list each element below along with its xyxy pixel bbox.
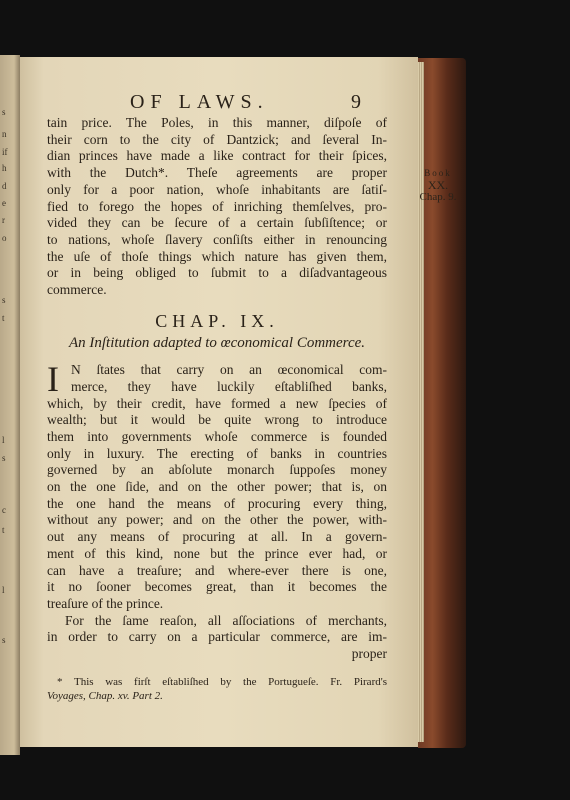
text-line: which, by their credit, have formed a new ſpecies of [47, 395, 387, 411]
text-line: merce, they have luckily eſtabliſhed banks, [71, 378, 387, 394]
paragraph [47, 115, 387, 299]
text-line: only in luxury. The erecting of banks in countries [47, 445, 387, 461]
text-line: For the ſame reaſon, all aſſociations of merchants, [65, 612, 387, 628]
text-line: ment of this kind, none but the prince ever had, or [47, 545, 387, 561]
adjacent-page-edge [0, 55, 20, 755]
text-line: it no ſooner becomes great, than it becomes the [47, 579, 387, 595]
running-head [20, 91, 418, 115]
adjacent-page-fragment: t [2, 313, 5, 323]
footnote [47, 675, 387, 703]
adjacent-page-fragment: s [2, 635, 6, 645]
text-line: their corn to the city of Dantzick; and ſeveral In- [47, 131, 387, 147]
adjacent-page-fragment: l [2, 435, 5, 445]
text-line: the one hand the means of procuring every thing, [47, 495, 387, 511]
footnote-line: Voyages, Chap. xv. Part 2. [47, 689, 163, 702]
book-cover-edge [418, 58, 466, 748]
text-line: on the one ſide, and on the other power; that is, on [47, 479, 387, 495]
text-line: governed by an abſolute monarch ſuppoſes money [47, 462, 387, 478]
adjacent-page-fragment: d [2, 181, 7, 191]
margin-note-book: Book [424, 168, 452, 178]
chapter-subtitle: An Inſtitution adapted to œconomical Commerce. [68, 335, 366, 352]
adjacent-page-fragment: s [2, 295, 6, 305]
chapter-heading: CHAP. IX. [155, 310, 279, 331]
paragraph [47, 613, 387, 663]
body-text [47, 115, 387, 703]
adjacent-page-fragment: t [2, 525, 5, 535]
drop-cap: I [47, 359, 59, 400]
text-line: only for a poor nation, whoſe inhabitants are ſatiſ- [47, 181, 387, 197]
text-line: with the Dutch*. Theſe agreements are proper [47, 165, 387, 181]
text-line: can have a treaſure; and where-ever there is one, [47, 562, 387, 578]
running-head-title: OF LAWS. [130, 91, 269, 113]
text-line: dian princes have made a like contract for their ſpices, [47, 148, 387, 164]
adjacent-page-fragment: e [2, 198, 6, 208]
text-line: in order to carry on a particular commerce, are im- [47, 629, 387, 645]
text-line: N ſtates that carry on an œconomical com- [71, 362, 387, 378]
catchword: proper [351, 646, 387, 662]
adjacent-page-fragment: o [2, 233, 7, 243]
text-line: them into governments whoſe commerce is founded [47, 428, 387, 444]
text-line: or in being obliged to ſubmit to a diſadvantageous [47, 265, 387, 281]
margin-note [408, 167, 468, 203]
text-line: wealth; but it would be quite wrong to introduce [47, 412, 387, 428]
adjacent-page-fragment: s [2, 453, 6, 463]
text-line: the uſe of thoſe things which nature has given them, [47, 248, 387, 264]
page-number: 9 [351, 91, 361, 113]
text-line: out any means of procuring at all. In a govern- [47, 529, 387, 545]
text-line: without any power; and on the other the power, with- [47, 512, 387, 528]
adjacent-page-fragment: l [2, 585, 5, 595]
margin-note-book-number: XX. [427, 178, 449, 192]
paragraph [47, 359, 387, 613]
book-page [20, 57, 457, 747]
footnote-line: * This was firſt eſtabliſhed by the Portugueſe. Fr. Pirard's [57, 675, 387, 688]
adjacent-page-fragment: h [2, 163, 7, 173]
text-line: treaſure of the prince. [47, 595, 164, 611]
text-line: fied to forego the hopes of inriching themſelves, pro- [47, 198, 387, 214]
text-line: commerce. [47, 282, 107, 298]
text-line: tain price. The Poles, in this manner, diſpoſe of [47, 115, 387, 130]
adjacent-page-fragment: if [2, 147, 8, 157]
adjacent-page-fragment: n [2, 129, 7, 139]
margin-note-chapter: Chap. 9. [419, 191, 457, 203]
adjacent-page-fragment: s [2, 107, 6, 117]
text-line: to nations, whoſe ſlavery conſiſts either in renouncing [47, 231, 387, 247]
adjacent-page-fragment: c [2, 505, 6, 515]
text-line: vided they can be ſecure of a certain ſubſiſtence; or [47, 215, 387, 231]
adjacent-page-fragment: r [2, 215, 5, 225]
